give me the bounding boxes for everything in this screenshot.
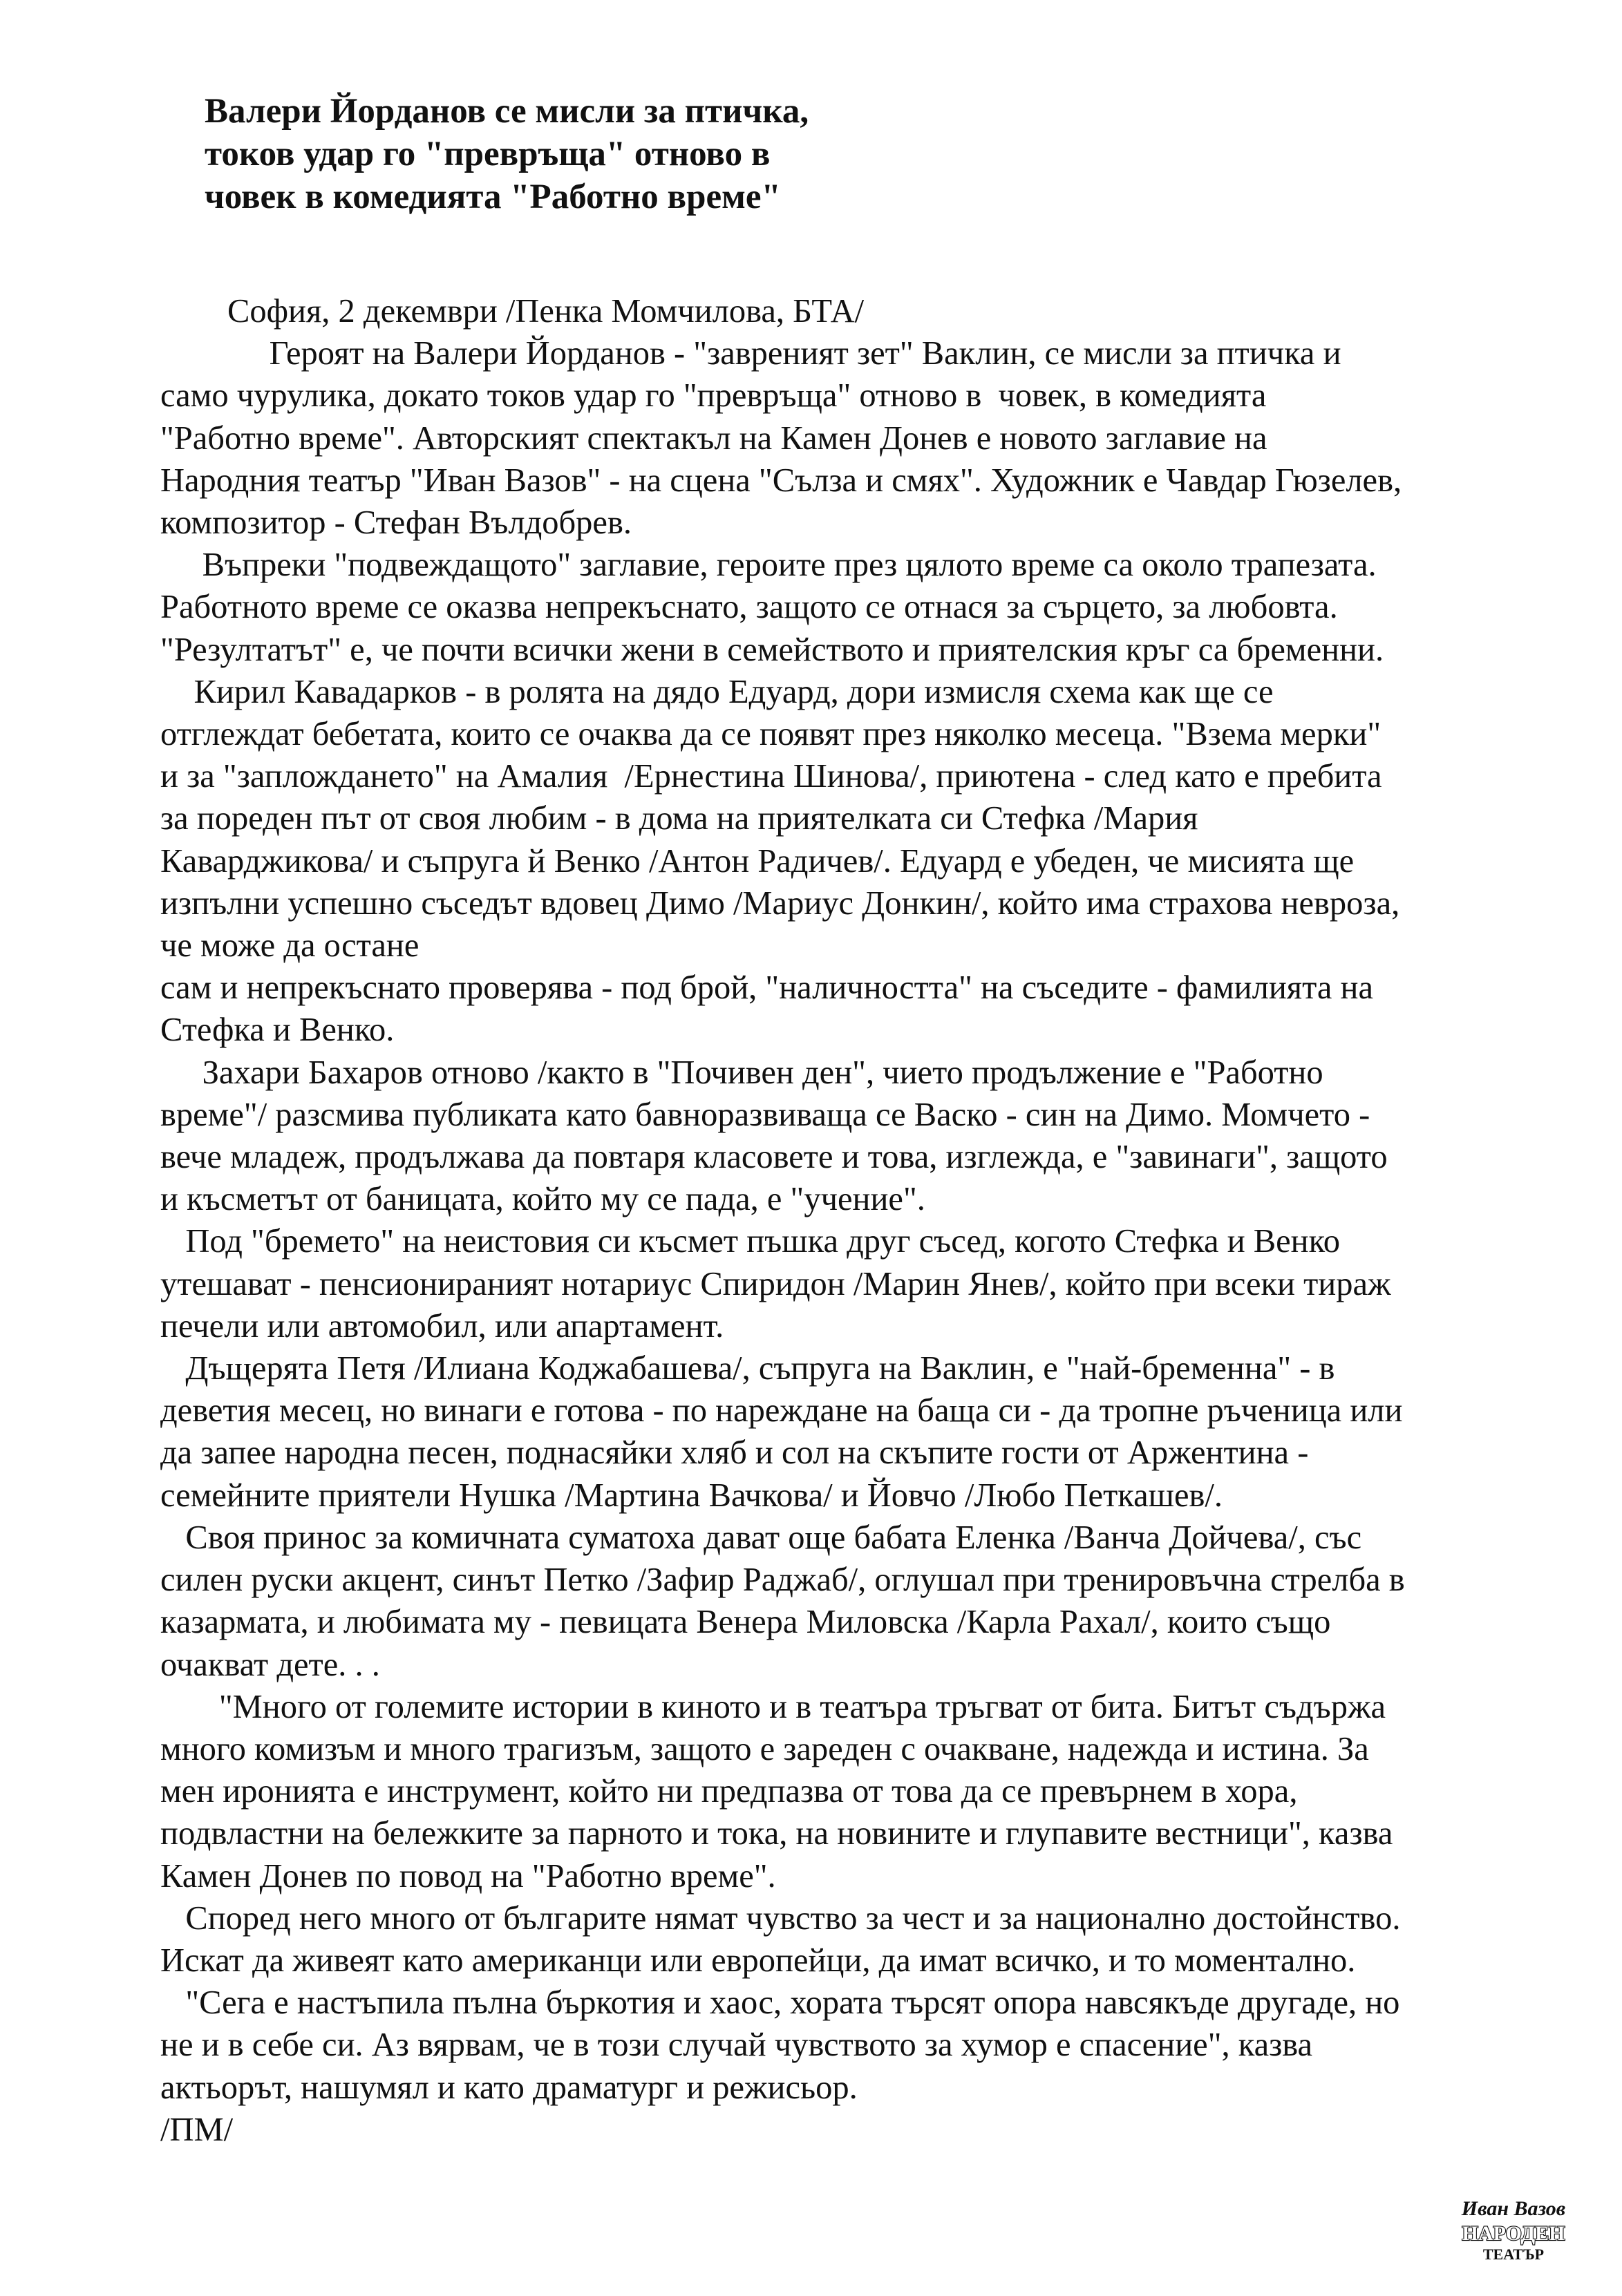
text-line: Въпреки "подвеждащото" заглавие, героите през цялото време са около трапезата.: [160, 547, 1377, 584]
paragraph: [160, 1347, 1584, 1517]
text-line: очакват дете. . .: [160, 1646, 380, 1683]
paragraph: [160, 671, 1584, 1052]
text-line: силен руски акцент, синът Петко /Зафир Раджаб/, оглушал при тренировъчна стрелба в: [160, 1562, 1405, 1599]
text-line: че може да остане: [160, 927, 419, 965]
headline-line: човек в комедията "Работно време": [205, 178, 781, 216]
text-line: Героят на Валери Йорданов - "завреният зет" Ваклин, се мисли за птичка и: [160, 335, 1341, 372]
article-body: [160, 290, 1584, 2151]
paragraph: [160, 1982, 1584, 2109]
headline-line: Валери Йорданов се мисли за птичка,: [205, 92, 809, 131]
text-line: актьорът, нашумял и като драматург и режисьор.: [160, 2069, 858, 2106]
paragraph: [160, 2109, 1584, 2151]
text-line: деветия месец, но винаги е готова - по нареждане на баща си - да тропне ръченица или: [160, 1392, 1403, 1430]
text-line: не и в себе си. Аз вярвам, че в този случай чувството за хумор е спасение", казва: [160, 2027, 1313, 2064]
text-line: време"/ разсмива публиката като бавноразвиваща се Васко - син на Димо. Момчето -: [160, 1096, 1370, 1133]
text-line: семейните приятели Нушка /Мартина Вачкова/ и Йовчо /Любо Петкашев/.: [160, 1477, 1223, 1514]
text-line: печели или автомобил, или апартамент.: [160, 1307, 724, 1345]
national-theatre-logo: [1455, 2190, 1572, 2266]
paragraph: [160, 1220, 1584, 1347]
text-line: Дъщерята Петя /Илиана Коджабашева/, съпруга на Ваклин, е "най-бременна" - в: [160, 1350, 1335, 1387]
text-line: казармата, и любимата му - певицата Венера Миловска /Карла Рахал/, които също: [160, 1604, 1331, 1641]
logo-word-teatar: ТЕАТЪР: [1482, 2246, 1545, 2263]
paragraph: [160, 544, 1584, 671]
text-line: много комизъм и много трагизъм, защото е зареден с очакване, надежда и истина. За: [160, 1730, 1369, 1767]
text-line: Под "бремето" на неистовия си късмет пъшка друг съсед, когото Стефка и Венко: [160, 1223, 1340, 1260]
text-line: утешават - пенсионираният нотариус Спиридон /Марин Янев/, който при всеки тираж: [160, 1265, 1391, 1302]
paragraph: [160, 1517, 1584, 1686]
text-line: вече младеж, продължава да повтаря класовете и това, изглежда, е "завинаги", защото: [160, 1139, 1388, 1176]
logo-word-naroden: НАРОДЕН: [1462, 2222, 1565, 2245]
text-line: Според него много от българите нямат чувство за чест и за национално достойнство.: [160, 1899, 1401, 1937]
text-line: Каварджикова/ и съпруга й Венко /Антон Радичев/. Едуард е убеден, че мисията ще: [160, 842, 1355, 880]
paragraph: [160, 332, 1584, 544]
text-line: изпълни успешно съседът вдовец Димо /Мариус Донкин/, който има страхова невроза,: [160, 884, 1400, 922]
text-line: композитор - Стефан Вълдобрев.: [160, 504, 632, 542]
paragraph: [160, 1052, 1584, 1221]
text-line: Работното време се оказва непрекъснато, защото се отнася за сърцето, за любовта.: [160, 589, 1338, 626]
text-line: Искат да живеят като американци или европейци, да имат всичко, и то моментално.: [160, 1942, 1356, 1979]
headline-line: токов удар го "превръща" отново в: [205, 135, 771, 173]
text-line: отглеждат бебетата, които се очаква да се появят през няколко месеца. "Взема мерки": [160, 716, 1381, 753]
paragraph: [160, 1686, 1584, 1897]
text-line: "Работно време". Авторският спектакъл на Камен Донев е новото заглавие на: [160, 419, 1267, 457]
text-line: да запее народна песен, поднасяйки хляб и сол на скъпите гости от Аржентина -: [160, 1434, 1309, 1472]
text-line: София, 2 декември /Пенка Момчилова, БТА/: [160, 293, 865, 330]
text-line: и късметът от баницата, който му се пада, е "учение".: [160, 1181, 925, 1218]
paragraph: [160, 290, 1584, 332]
text-line: Стефка и Венко.: [160, 1012, 395, 1049]
text-line: Захари Бахаров отново /както в "Почивен ден", чието продължение е "Работно: [160, 1054, 1323, 1091]
text-line: Кирил Кавадарков - в ролята на дядо Едуард, дори измисля схема как ще се: [160, 673, 1274, 710]
headline: [205, 90, 1241, 218]
text-line: само чурулика, докато токов удар го "превръща" отново в човек, в комедията: [160, 377, 1267, 415]
text-line: мен иронията е инструмент, който ни предпазва от това да се превърнем в хора,: [160, 1773, 1298, 1810]
text-line: "Много от големите истории в киното и в театъра тръгват от бита. Битът съдържа: [160, 1688, 1386, 1725]
text-line: Камен Донев по повод на "Работно време".: [160, 1857, 776, 1895]
text-line: "Сега е настъпила пълна бъркотия и хаос, хората търсят опора навсякъде другаде, но: [160, 1984, 1400, 2022]
paragraph: [160, 1897, 1584, 1982]
text-line: сам и непрекъснато проверява - под брой, "наличността" на съседите - фамилията на: [160, 969, 1373, 1007]
text-line: /ПМ/: [160, 2111, 234, 2148]
text-line: Своя принос за комичната суматоха дават още бабата Еленка /Ванча Дойчева/, със: [160, 1519, 1362, 1556]
logo-signature: Иван Вазов: [1461, 2197, 1566, 2220]
text-line: Народния театър "Иван Вазов" - на сцена "Сълза и смях". Художник е Чавдар Гюзелев,: [160, 462, 1402, 499]
text-line: за пореден път от своя любим - в дома на приятелката си Стефка /Мария: [160, 800, 1198, 837]
text-line: "Резултатът" е, че почти всички жени в семейството и приятелския кръг са бременни.: [160, 631, 1384, 668]
text-line: и за "заплождането" на Амалия /Ернестина Шинова/, приютена - след като е пребита: [160, 758, 1382, 795]
text-line: подвластни на бележките за парното и тока, на новините и глупавите вестници", казва: [160, 1815, 1393, 1852]
